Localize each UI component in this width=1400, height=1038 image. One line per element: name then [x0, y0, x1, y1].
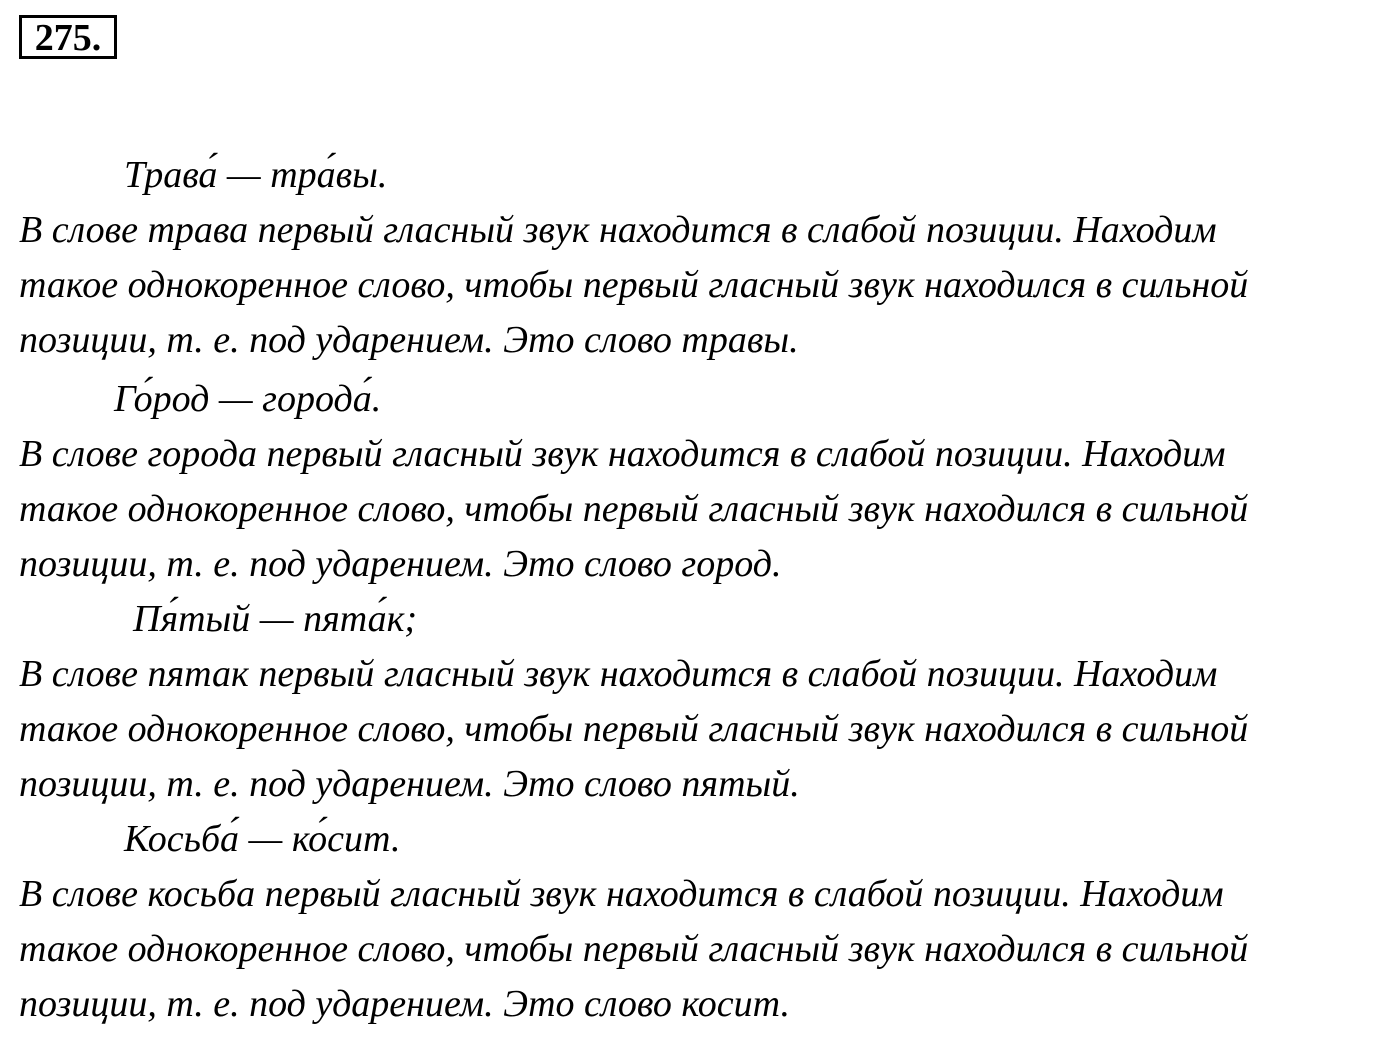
explanation-line: такое однокоренное слово, чтобы первый гласный звук находился в сильной	[19, 708, 1249, 750]
word-block-kosba	[19, 812, 1389, 1032]
explanation-line: такое однокоренное слово, чтобы первый гласный звук находился в сильной	[19, 264, 1249, 306]
answer-text	[19, 148, 1389, 1032]
word-pair: Трава́ — тра́вы.	[124, 154, 388, 196]
explanation-line: позиции, т. е. под ударением. Это слово косит.	[19, 983, 791, 1025]
word-block-gorod	[19, 372, 1389, 592]
explanation-line: позиции, т. е. под ударением. Это слово пятый.	[19, 763, 800, 805]
explanation-line: позиции, т. е. под ударением. Это слово травы.	[19, 319, 799, 361]
word-block-trava	[19, 148, 1389, 368]
explanation-line: позиции, т. е. под ударением. Это слово город.	[19, 543, 782, 585]
explanation-paragraph	[19, 203, 1389, 368]
explanation-paragraph	[19, 427, 1389, 592]
explanation-line: В слове города первый гласный звук находится в слабой позиции. Находим	[19, 433, 1226, 475]
explanation-line: такое однокоренное слово, чтобы первый гласный звук находился в сильной	[19, 928, 1249, 970]
word-pair: Го́род — города́.	[114, 378, 382, 420]
task-number-box: 275.	[19, 15, 117, 59]
explanation-line: В слове пятак первый гласный звук находится в слабой позиции. Находим	[19, 653, 1218, 695]
explanation-line: такое однокоренное слово, чтобы первый гласный звук находился в сильной	[19, 488, 1249, 530]
explanation-paragraph	[19, 867, 1389, 1032]
explanation-paragraph	[19, 647, 1389, 812]
word-pair: Пя́тый — пята́к;	[133, 598, 418, 640]
word-block-pyatyi	[19, 592, 1389, 812]
word-pair: Косьба́ — ко́сит.	[124, 818, 401, 860]
explanation-line: В слове трава первый гласный звук находится в слабой позиции. Находим	[19, 209, 1217, 251]
explanation-line: В слове косьба первый гласный звук находится в слабой позиции. Находим	[19, 873, 1224, 915]
